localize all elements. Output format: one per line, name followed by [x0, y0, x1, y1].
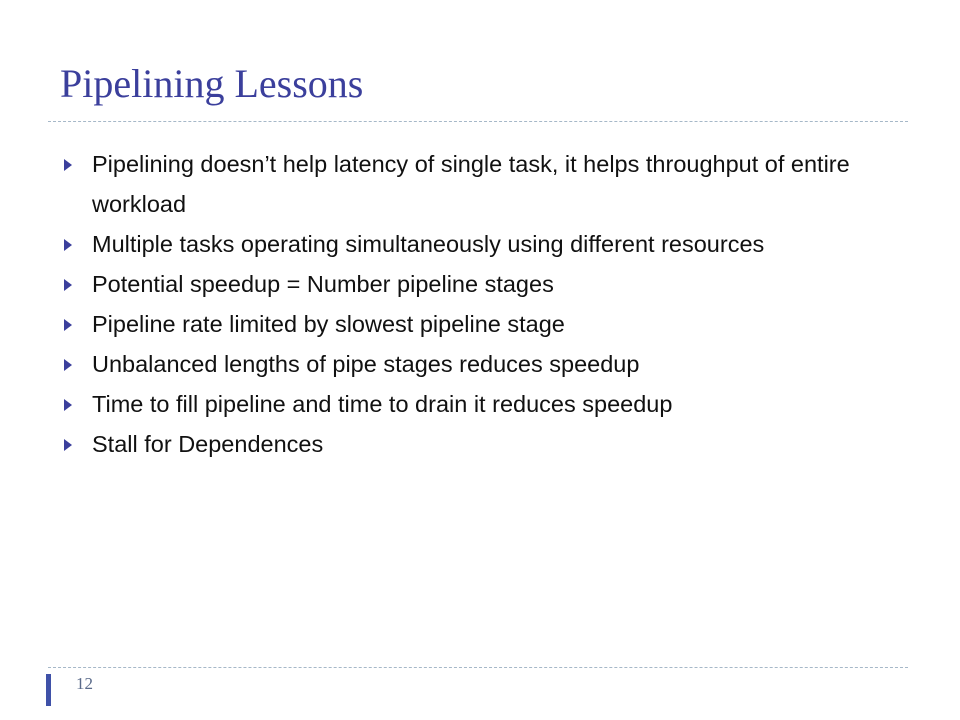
bullet-item [62, 344, 862, 384]
triangle-right-icon [64, 439, 72, 451]
bullet-list [62, 144, 862, 464]
triangle-right-icon [64, 239, 72, 251]
triangle-right-icon [64, 399, 72, 411]
triangle-right-icon [64, 319, 72, 331]
bullet-text: Time to fill pipeline and time to drain it reduces speedup [92, 391, 673, 417]
bullet-item [62, 264, 862, 304]
bullet-item [62, 224, 862, 264]
bullet-text: Pipeline rate limited by slowest pipeline stage [92, 311, 565, 337]
footer-divider [48, 667, 908, 668]
bullet-item [62, 424, 862, 464]
page-number: 12 [76, 674, 93, 693]
triangle-right-icon [64, 359, 72, 371]
bullet-text: Potential speedup = Number pipeline stages [92, 271, 554, 297]
slide-title: Pipelining Lessons [60, 61, 364, 106]
bullet-text: Multiple tasks operating simultaneously using different resources [92, 231, 765, 257]
footer-accent-bar [46, 674, 51, 706]
bullet-text: Unbalanced lengths of pipe stages reduces speedup [92, 351, 640, 377]
triangle-right-icon [64, 279, 72, 291]
bullet-item [62, 304, 862, 344]
bullet-text: Pipelining doesn’t help latency of single task, it helps throughput of entire workload [92, 151, 850, 217]
bullet-item [62, 144, 862, 224]
bullet-item [62, 384, 862, 424]
bullet-text: Stall for Dependences [92, 431, 324, 457]
triangle-right-icon [64, 159, 72, 171]
title-divider [48, 121, 908, 122]
